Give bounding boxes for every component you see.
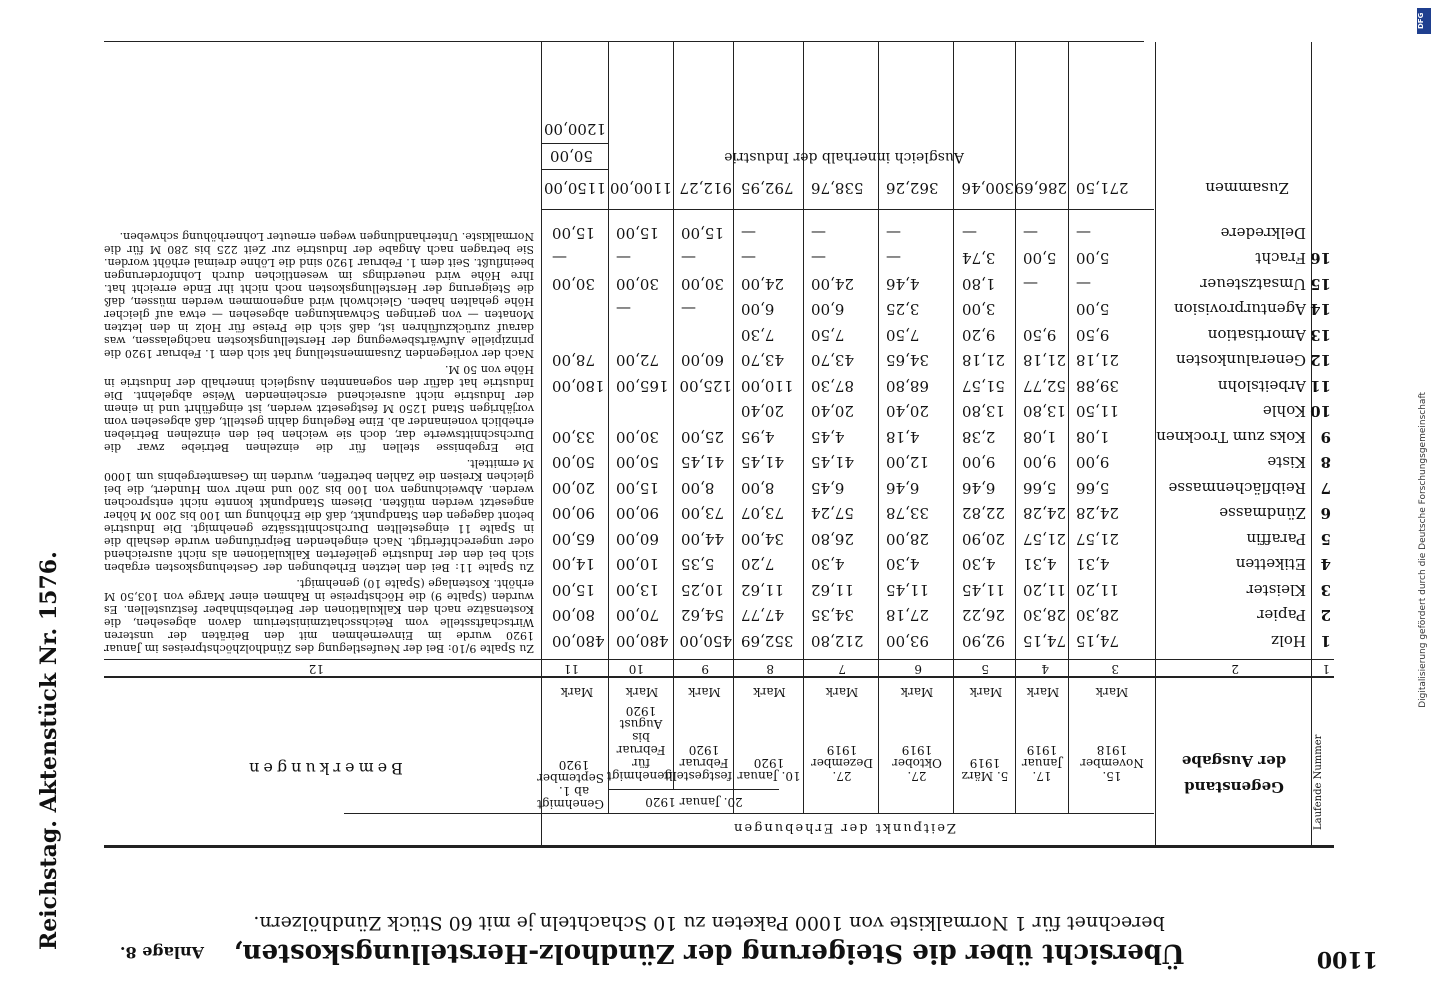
row-number: 7 (1320, 479, 1331, 497)
ausgleich-value: 50,00 (550, 147, 593, 165)
table-cell: 21,18 (1023, 351, 1066, 370)
remark-spalte-9-10: Zu Spalte 9/10: Bei der Neufestlegung des Zündholzhöchstpreises im Januar 1920 wurde im Einvernehmen mit den Beiräten der unsteren Wirtschaftsstelle vom Reichsschatzministerium davon abgesehen, die Kostensätze nach den Kalkulationen der Betriebsinhaber festzustellen. Es wurden (Spalte 9) die Höchstpreise in Rahmen einer Marge von 103,50 M erhöht. Kostenlage (Spalte 10) genehmigt. (104, 577, 534, 655)
table-cell: 51,57 (962, 377, 1005, 395)
table-cell: 28,30 (1023, 606, 1066, 625)
table-cell: 26,80 (811, 530, 854, 548)
table-cell: 34,35 (811, 606, 854, 625)
table-cell: 480,00 (552, 632, 605, 650)
table-cell: 68,80 (886, 377, 929, 395)
row-label: Kleister (1246, 581, 1306, 599)
table-cell: — (886, 249, 901, 268)
page-number: 1100 (1316, 946, 1378, 972)
row-label: Generalunkosten (1175, 351, 1306, 370)
header-c10: genehmigt für Februar bis August 1920 (606, 704, 672, 783)
table-cell: 24,28 (1076, 504, 1119, 523)
table-cell: 6,00 (741, 300, 775, 319)
table-cell: 41,45 (681, 453, 724, 472)
header-c9: festgestellt Februar 1920 (664, 743, 732, 783)
total-rule (542, 209, 1154, 210)
table-cell: 13,00 (616, 581, 659, 599)
table-cell: 1,08 (1076, 428, 1110, 446)
row-number: 6 (1320, 504, 1331, 523)
total-cell: 538,76 (811, 179, 864, 197)
table-cell: — (616, 300, 631, 319)
total-cell: 1150,00 (543, 179, 606, 197)
table-cell: 30,00 (552, 275, 595, 293)
table-cell: 24,28 (1023, 504, 1066, 523)
table-cell: — (681, 300, 696, 319)
table-cell: 20,40 (811, 402, 854, 421)
table-cell: 33,78 (886, 504, 929, 523)
ausgleich-rule (542, 169, 609, 170)
total-cell: 362,26 (886, 179, 939, 197)
header-c11: Genehmigt ab 1. September 1920 (537, 758, 604, 811)
table-cell: 180,00 (552, 377, 605, 395)
total-cell: 792,95 (741, 179, 794, 197)
table-cell: 5,66 (1023, 479, 1057, 497)
row-number: 5 (1320, 530, 1331, 548)
rule-nr (1311, 42, 1312, 848)
table-cell: 24,00 (741, 275, 784, 293)
table-cell: 125,00 (679, 377, 732, 395)
table-cell: 65,00 (552, 530, 595, 548)
table-cell: 110,00 (741, 377, 794, 395)
table-cell: 25,00 (681, 428, 724, 446)
table-cell: 22,82 (962, 504, 1005, 523)
table-cell: 15,00 (552, 581, 595, 599)
unit-label: Mark (560, 685, 594, 699)
table-cell: 20,40 (886, 402, 929, 421)
row-label: Etiketten (1235, 555, 1306, 574)
table-cell: 92,90 (962, 632, 1005, 650)
table-cell: 11,62 (811, 581, 854, 599)
table-cell: 33,00 (552, 428, 595, 446)
table-cell: — (886, 224, 901, 242)
header-c8: 10. Januar 1920 (737, 756, 801, 783)
table-cell: 7,20 (741, 555, 775, 574)
table-cell: 4,45 (811, 428, 845, 446)
table-subtitle: berechnet für 1 Normalkiste von 1000 Paketen zu 10 Schachteln je mit 60 Stück Zündhölzern. (253, 912, 1165, 934)
table-cell: 30,00 (616, 428, 659, 446)
zeitpunkt-rule (344, 813, 1154, 814)
rule-c10 (608, 42, 609, 814)
table-cell: 28,00 (886, 530, 929, 548)
unit-label: Mark (753, 685, 786, 699)
row-label: Fracht (1255, 249, 1306, 268)
remark-spalte-11: Zu Spalte 11: Bei den letzten Erhebungen der Gestehungskosten ergaben sich bei den der Industrie gelieferten Kalkulationen als nicht ausreichend oder ungerechtfertigt. Nach eingehenden Beiprüfungen wurde deshalb die in Spalte 11 eingestellten Durchschnittssätze genehmigt. Die Industrie betont dagegen den Standpunkt, daß die Erhöhung um 100 bis 200 M höher angesetzt werden müßten. Diesem Standpunkt konnte nicht entsprochen werden. Abweichungen von 100 bis 200 und mehr vom Hundert, die bei gleichen Kreisen die Zahlen betreffen, wurden im Gesamtergebnis um 1000 M ermittelt. (104, 457, 534, 574)
table-cell: 73,07 (741, 504, 784, 523)
table-cell: 4,95 (741, 428, 775, 446)
column-number: 7 (838, 662, 846, 676)
table-cell: — (811, 224, 826, 242)
table-cell: 9,00 (1023, 453, 1057, 472)
table-cell: 20,00 (552, 479, 595, 497)
header-c6: 27. Oktober 1919 (892, 743, 942, 783)
table-cell: — (1023, 224, 1038, 242)
table-cell: 9,50 (1023, 326, 1057, 344)
unit-label: Mark (1095, 685, 1129, 699)
table-cell: — (962, 224, 977, 242)
column-number: 1 (1322, 662, 1330, 676)
table-cell: 24,00 (811, 275, 854, 293)
row-number: 3 (1320, 581, 1331, 599)
total-cell: 912,27 (679, 179, 732, 197)
table-cell: 3,00 (962, 300, 996, 319)
table-cell: 7,50 (886, 326, 920, 344)
column-number: 3 (1111, 662, 1119, 676)
total-cell: 286,69 (1014, 179, 1067, 197)
row-label: Arbeitslohn (1217, 377, 1306, 395)
total-label: Zusammen (1205, 179, 1289, 197)
table-cell: 352,69 (741, 632, 794, 650)
header-c4: 17. Januar 1919 (1021, 743, 1063, 783)
column-number: 9 (701, 662, 709, 676)
table-cell: 9,20 (962, 326, 996, 344)
table-cell: — (1076, 224, 1091, 242)
table-cell: 5,00 (1023, 249, 1057, 268)
header-c3: 15. November 1918 (1080, 743, 1144, 783)
row-label: Agenturprovision (1173, 300, 1306, 319)
table-cell: 54,62 (681, 606, 724, 625)
table-cell: 480,00 (616, 632, 669, 650)
table-title: Übersicht über die Steigerung der Zündholz-Herstellungskosten, (233, 938, 1185, 968)
rule-c3 (1068, 42, 1069, 814)
row-number: 14 (1310, 300, 1331, 319)
unit-label: Mark (1026, 685, 1060, 699)
table-cell: 11,20 (1023, 581, 1066, 599)
row-number: 9 (1320, 428, 1331, 446)
unit-label: Mark (969, 685, 1003, 699)
unit-label: Mark (625, 685, 659, 699)
table-cell: 13,80 (1023, 402, 1066, 421)
table-cell: 11,20 (1076, 581, 1119, 599)
row-number: 1 (1320, 632, 1331, 650)
table-cell: 11,62 (741, 581, 784, 599)
header-bemerkungen: Bemerkungen (245, 759, 403, 778)
row-label: Paraffin (1246, 530, 1306, 548)
table-cell: 4,46 (886, 275, 920, 293)
table-cell: 43,70 (741, 351, 784, 370)
row-label: Zündmasse (1219, 504, 1306, 523)
row-label: Kohle (1262, 402, 1306, 421)
table-cell: 14,00 (552, 555, 595, 574)
remark-entwicklung: Nach der vorliegenden Zusammenstellung hat sich dem 1. Februar 1920 die prinzipielle Aufwärtsbewegung der Herstellungskosten nachgelassen, was darauf zurückzuführen ist, daß sich die Preise für Holz in den letzten Monaten — von geringen Schwankungen abgesehen — etwa auf gleicher Höhe gehalten haben. Gleichwohl wird angenommen werden müssen, daß die Steigerung der Herstellungskosten noch nicht ihr Ende erreicht hat. Ihre Höhe wird neuerdings im wesentlichen durch Lohnforderungen beeinflußt. Seit dem 1. Februar 1920 sind die Löhne dreimal erhöht worden. Sie betragen nach Angabe der Industrie zur Zeit 225 bis 280 M für die Normalkiste. Unterhandlungen wegen erneuter Lohnerhöhung schweben. (104, 230, 534, 360)
table-cell: 74,15 (1023, 632, 1066, 650)
rule-c11 (541, 42, 542, 848)
table-cell: — (616, 249, 631, 268)
remarks-block (104, 230, 534, 655)
header-c5: 5. März 1919 (961, 756, 1009, 783)
table-cell: 13,80 (962, 402, 1005, 421)
row-number: 16 (1310, 249, 1331, 268)
column-number: 6 (914, 662, 922, 676)
row-label: Koks zum Trocknen (1156, 428, 1306, 446)
row-label: Amortisation (1207, 326, 1306, 344)
row-label: Reibflächenmasse (1168, 479, 1306, 497)
table-cell: 47,77 (741, 606, 784, 625)
row-number: 11 (1310, 377, 1331, 395)
table-cell: 4,18 (886, 428, 920, 446)
table-cell: 43,70 (811, 351, 854, 370)
rule-c9 (673, 42, 674, 790)
table-cell: 6,00 (811, 300, 845, 319)
table-cell: 3,25 (886, 300, 920, 319)
total-cell: 300,46 (961, 179, 1014, 197)
table-cell: 4,30 (962, 555, 996, 574)
table-cell: — (1076, 275, 1091, 293)
header-c7: 27. Dezember 1919 (810, 743, 874, 783)
table-cell: 26,22 (962, 606, 1005, 625)
table-cell: 7,30 (741, 326, 775, 344)
table-cell: 10,25 (681, 581, 724, 599)
table-cell: — (1023, 275, 1038, 293)
table-cell: 73,00 (681, 504, 724, 523)
row-number: 8 (1320, 453, 1331, 472)
row-label: Kiste (1267, 453, 1306, 472)
table-cell: 5,66 (1076, 479, 1110, 497)
table-cell: 9,00 (962, 453, 996, 472)
final-value: 1200,00 (543, 120, 606, 138)
table-cell: 2,38 (962, 428, 996, 446)
table-cell: 15,00 (552, 224, 595, 242)
table-cell: 27,18 (886, 606, 929, 625)
table-cell: 52,77 (1023, 377, 1066, 395)
column-number: 4 (1041, 662, 1049, 676)
unit-label: Mark (900, 685, 934, 699)
table-cell: 72,00 (616, 351, 659, 370)
table-cell: 5,00 (1076, 249, 1110, 268)
table-cell: 4,31 (1023, 555, 1057, 574)
column-number: 2 (1231, 662, 1239, 676)
table-cell: 20,40 (741, 402, 784, 421)
table-cell: 6,45 (811, 479, 845, 497)
table-cell: 41,45 (741, 453, 784, 472)
table-cell: 8,00 (741, 479, 775, 497)
table-cell: 15,00 (616, 479, 659, 497)
table-cell: 90,00 (616, 504, 659, 523)
table-cell: 6,46 (886, 479, 920, 497)
table-cell: — (552, 249, 567, 268)
table-cell: 11,45 (886, 581, 929, 599)
table-cell: 5,00 (1076, 300, 1110, 319)
row-label: Papier (1257, 606, 1306, 625)
table-cell: 57,24 (811, 504, 854, 523)
column-number: 10 (628, 662, 644, 676)
table-cell: 50,00 (616, 453, 659, 472)
table-cell: 1,80 (962, 275, 996, 293)
row-number: 13 (1310, 326, 1331, 344)
header-gegenstand: Gegenstand der Ausgabe (1181, 752, 1287, 796)
table-cell: 39,88 (1076, 377, 1119, 395)
row-label: Umsatzsteuer (1200, 275, 1306, 293)
row-number: 4 (1320, 555, 1331, 574)
table-cell: — (741, 224, 756, 242)
table-cell: 9,50 (1076, 326, 1110, 344)
table-cell: 4,30 (811, 555, 845, 574)
table-cell: 80,00 (552, 606, 595, 625)
final-rule (542, 143, 609, 144)
table-cell: 90,00 (552, 504, 595, 523)
table-cell: 70,00 (616, 606, 659, 625)
digitization-note: Digitalisierung gefördert durch die Deutsche Forschungsgemeinschaft (1418, 392, 1428, 708)
total-cell: 1100,00 (609, 179, 672, 197)
table-cell: 8,00 (681, 479, 715, 497)
table-cell: 9,00 (1076, 453, 1110, 472)
header-bottom-rule (104, 676, 1334, 678)
row-number: 12 (1310, 351, 1331, 370)
table-cell: 21,57 (1076, 530, 1119, 548)
row-label: Holz (1271, 632, 1306, 650)
table-cell: — (811, 249, 826, 268)
row-number: 10 (1310, 402, 1331, 421)
table-cell: 34,65 (886, 351, 929, 370)
table-cell: 12,00 (886, 453, 929, 472)
table-cell: 78,00 (552, 351, 595, 370)
table-cell: 28,30 (1076, 606, 1119, 625)
table-cell: 60,00 (616, 530, 659, 548)
table-cell: 6,46 (962, 479, 996, 497)
table-cell: 21,18 (1076, 351, 1119, 370)
table-cell: 3,74 (962, 249, 996, 268)
header-jan1920: 20. Januar 1920 (645, 795, 743, 809)
table-cell: 4,31 (1076, 555, 1110, 574)
row-number: 15 (1310, 275, 1331, 293)
rule-c4 (1015, 42, 1016, 814)
table-cell: 5,35 (681, 555, 715, 574)
dfg-logo: DFG (1417, 8, 1431, 34)
table-cell: 21,18 (962, 351, 1005, 370)
table-cell: 450,00 (679, 632, 732, 650)
table-cell: 20,90 (962, 530, 1005, 548)
table-cell: 212,80 (811, 632, 864, 650)
row-label: Delkredere (1220, 224, 1306, 242)
table-cell: — (681, 249, 696, 268)
unit-label: Mark (825, 685, 859, 699)
table-cell: 44,00 (681, 530, 724, 548)
ausgleich-label: Ausgleich innerhalb der Industrie (724, 149, 964, 165)
remark-ausgleich: Die Ergebnisse stellen für die einzelnen Betriebe zwar die Durchschnittswerte dar, doch sie weichen bei den einzelnen Betrieben erheblich voneinander ab. Eine Regelung dahin gestellt, daß abgesehen vom vorjährigen Stand 1250 M festgesetzt werden, ist eingeführt und in einem der Industrie nicht ausreichend erscheinenden Weise abgelehnt. Die Industrie hat dafür den sogenannten Ausgleich innerhalb der Industrie in Höhe von 50 M. (104, 363, 534, 454)
table-cell: 30,00 (616, 275, 659, 293)
table-cell: 21,57 (1023, 530, 1066, 548)
column-number: 11 (563, 662, 579, 676)
running-header: Reichstag. Aktenstück Nr. 1576. (36, 551, 62, 950)
total-cell: 271,50 (1076, 179, 1129, 197)
table-cell: 165,00 (616, 377, 669, 395)
jan-rule (609, 789, 779, 790)
table-cell: 7,50 (811, 326, 845, 344)
table-top-rule (104, 845, 1334, 848)
table-cell: 60,00 (681, 351, 724, 370)
header-zeitpunkt: Zeitpunkt der Erhebungen (732, 820, 956, 835)
header-nr: Laufende Nummer (1313, 734, 1324, 830)
row-number: 2 (1320, 606, 1331, 625)
colnum-bottom-rule (104, 659, 1334, 660)
table-cell: 4,30 (886, 555, 920, 574)
unit-label: Mark (688, 685, 721, 699)
table-cell: 10,00 (616, 555, 659, 574)
table-cell: 93,00 (886, 632, 929, 650)
table-cell: 1,08 (1023, 428, 1057, 446)
table-cell: 74,15 (1076, 632, 1119, 650)
table-cell: 11,50 (1076, 402, 1119, 421)
table-cell: 50,00 (552, 453, 595, 472)
table-cell: 34,00 (741, 530, 784, 548)
table-cell: 87,30 (811, 377, 854, 395)
table-cell: 30,00 (681, 275, 724, 293)
table-cell: 41,45 (811, 453, 854, 472)
column-number: 5 (981, 662, 989, 676)
column-number: 8 (766, 662, 774, 676)
table-cell: 15,00 (681, 224, 724, 242)
table-cell: 11,45 (962, 581, 1005, 599)
anlage-label: Anlage 8. (119, 943, 204, 962)
column-number: 12 (308, 662, 324, 676)
table-cell: 15,00 (616, 224, 659, 242)
table-bottom-rule (104, 41, 1144, 42)
table-cell: — (741, 249, 756, 268)
